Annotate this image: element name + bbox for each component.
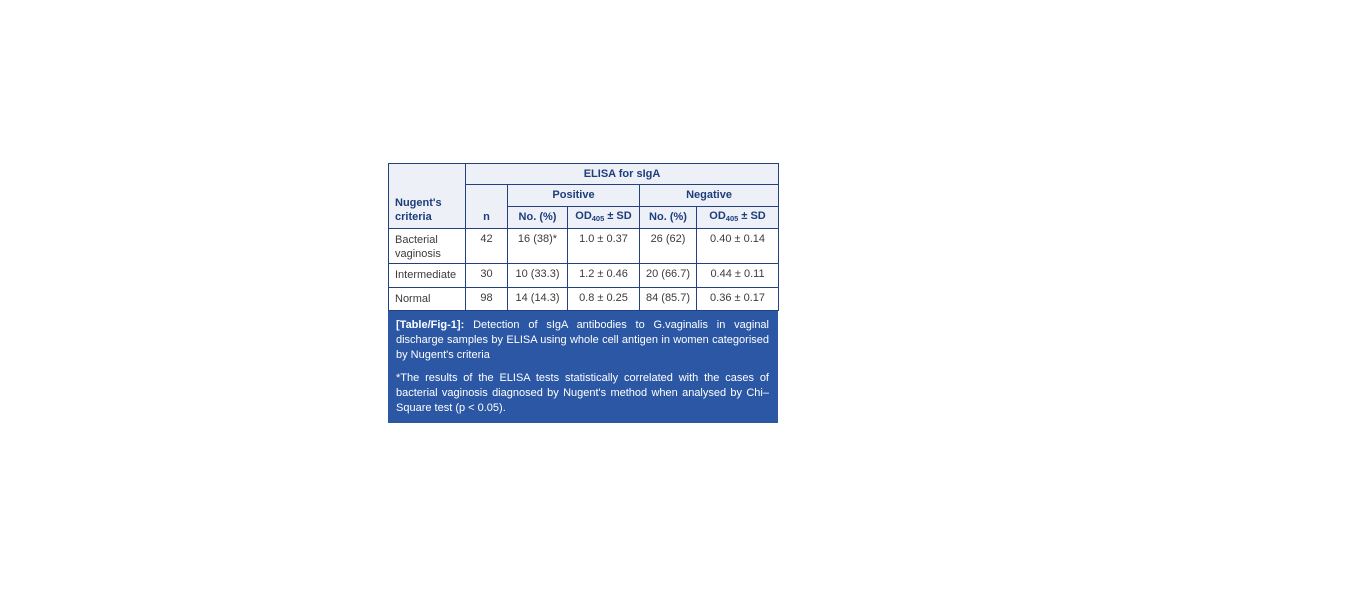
cell-positive-od: 0.8 ± 0.25 <box>568 288 640 311</box>
header-positive-no-pct-label: No. (%) <box>518 211 557 223</box>
cell-n: 98 <box>466 288 508 311</box>
cell-n: 42 <box>466 229 508 264</box>
cell-negative-od: 0.40 ± 0.14 <box>697 229 779 264</box>
caption-body: Detection of sIgA antibodies to G.vaginalis in vaginal discharge samples by ELISA using whole cell antigen in women categorised by Nugent's criteria <box>396 319 769 361</box>
table-figure <box>388 163 778 423</box>
table-row-intermediate <box>389 264 779 288</box>
header-positive-label: Positive <box>552 189 595 201</box>
header-negative-od <box>697 207 779 229</box>
header-elisa-for-siga <box>466 164 779 185</box>
header-nugents-criteria <box>389 164 466 229</box>
header-negative-no-pct <box>640 207 697 229</box>
caption-footnote: *The results of the ELISA tests statistically correlated with the cases of bacterial vaginosis diagnosed by Nugent's method when analysed by Chi–Square test (p < 0.05). <box>396 372 769 414</box>
od-subscript: 405 <box>725 214 739 223</box>
header-nugents-criteria-label: Nugent's criteria <box>395 197 442 223</box>
cell-positive-od: 1.0 ± 0.37 <box>568 229 640 264</box>
cell-n: 30 <box>466 264 508 288</box>
header-row-top <box>389 164 779 185</box>
cell-positive-no-pct: 16 (38)* <box>508 229 568 264</box>
elisa-results-table <box>388 163 779 311</box>
cell-negative-od: 0.36 ± 0.17 <box>697 288 779 311</box>
od-suffix: ± SD <box>738 210 766 222</box>
od-suffix: ± SD <box>604 210 632 222</box>
cell-negative-no-pct: 26 (62) <box>640 229 697 264</box>
table-row-bacterial-vaginosis <box>389 229 779 264</box>
header-positive <box>508 185 640 207</box>
cell-criteria: Intermediate <box>389 264 466 288</box>
cell-negative-no-pct: 84 (85.7) <box>640 288 697 311</box>
table-row-normal <box>389 288 779 311</box>
cell-negative-od: 0.44 ± 0.11 <box>697 264 779 288</box>
header-negative-no-pct-label: No. (%) <box>649 211 687 223</box>
cell-positive-no-pct: 10 (33.3) <box>508 264 568 288</box>
cell-negative-no-pct: 20 (66.7) <box>640 264 697 288</box>
cell-criteria: Normal <box>389 288 466 311</box>
cell-criteria: Bacterial vaginosis <box>389 229 466 264</box>
header-n-label: n <box>483 211 490 223</box>
caption-label: [Table/Fig-1]: <box>396 319 465 331</box>
header-positive-od <box>568 207 640 229</box>
od-subscript: 405 <box>591 214 605 223</box>
caption-text <box>396 318 769 363</box>
header-negative-label: Negative <box>686 189 732 201</box>
cell-positive-od: 1.2 ± 0.46 <box>568 264 640 288</box>
header-negative <box>640 185 779 207</box>
table-caption-block <box>388 311 778 423</box>
header-elisa-for-siga-label: ELISA for sIgA <box>583 167 661 180</box>
od-prefix: OD <box>709 210 726 222</box>
od-prefix: OD <box>575 210 592 222</box>
cell-positive-no-pct: 14 (14.3) <box>508 288 568 311</box>
header-positive-no-pct <box>508 207 568 229</box>
header-n <box>466 185 508 229</box>
